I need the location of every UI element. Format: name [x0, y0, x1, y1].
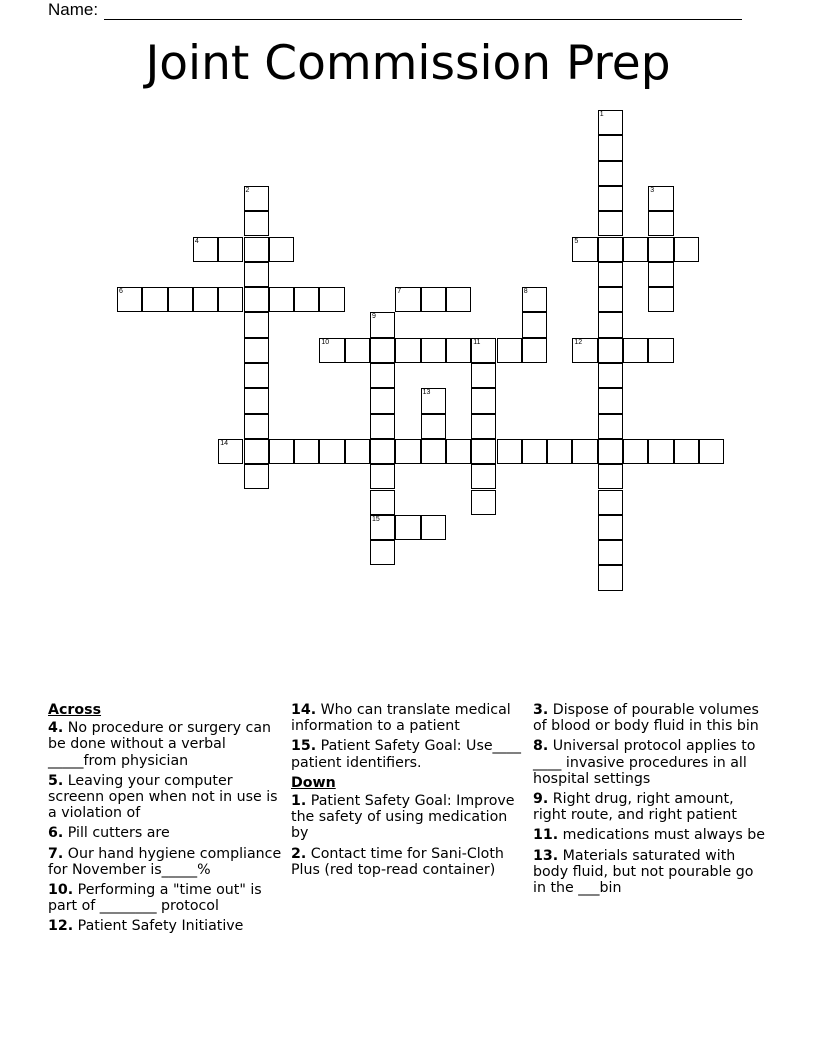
grid-cell[interactable] — [471, 388, 496, 413]
grid-cell[interactable] — [598, 464, 623, 489]
grid-cell[interactable] — [218, 287, 243, 312]
grid-cell[interactable] — [598, 211, 623, 236]
clue-number: 10 — [321, 338, 330, 346]
clue-down-13: 13. Materials saturated with body fluid, but not pourable go in the ___bin — [533, 847, 754, 897]
grid-cell[interactable] — [572, 439, 597, 464]
grid-cell[interactable] — [598, 186, 623, 211]
grid-cell[interactable] — [218, 439, 243, 464]
clue-number: 11 — [473, 338, 481, 346]
clue-number: 5 — [574, 237, 579, 245]
grid-cell[interactable] — [244, 312, 269, 337]
clue-across-15: 15. Patient Safety Goal: Use____ patient identifiers. — [291, 738, 521, 771]
grid-cell[interactable] — [319, 287, 344, 312]
grid-cell[interactable] — [168, 287, 193, 312]
grid-cell[interactable] — [623, 439, 648, 464]
clue-number: 15 — [372, 515, 380, 523]
grid-cell[interactable] — [193, 287, 218, 312]
grid-cell[interactable] — [674, 237, 699, 262]
grid-cell[interactable] — [370, 388, 395, 413]
clues-column-2 — [291, 702, 527, 882]
grid-cell[interactable] — [244, 186, 269, 211]
grid-cell[interactable] — [598, 338, 623, 363]
grid-cell[interactable] — [395, 515, 420, 540]
clue-number: 1 — [599, 111, 604, 118]
clue-down-1: 1. Patient Safety Goal: Improve the safety of using medication by — [291, 793, 515, 842]
grid-cell[interactable] — [648, 287, 673, 312]
grid-cell[interactable] — [522, 439, 547, 464]
grid-cell[interactable] — [345, 439, 370, 464]
grid-cell[interactable] — [294, 287, 319, 312]
clue-across-5: 5. Leaving your computer screenn open when not in use is a violation of — [48, 772, 278, 822]
grid-cell[interactable] — [244, 464, 269, 489]
grid-cell[interactable] — [294, 439, 319, 464]
grid-cell[interactable] — [623, 237, 648, 262]
grid-cell[interactable] — [218, 237, 243, 262]
clue-number: 13 — [422, 389, 431, 397]
grid-cell[interactable] — [648, 338, 673, 363]
clue-down-11: 11. medications must always be — [533, 827, 765, 844]
grid-cell[interactable] — [598, 262, 623, 287]
across-heading: Across — [48, 702, 102, 718]
grid-cell[interactable] — [446, 439, 471, 464]
grid-cell[interactable] — [598, 515, 623, 540]
grid-cell[interactable] — [395, 338, 420, 363]
grid-cell[interactable] — [598, 110, 623, 135]
grid-cell[interactable] — [648, 439, 673, 464]
grid-cell[interactable] — [370, 439, 395, 464]
grid-cell[interactable] — [244, 414, 269, 439]
grid-cell[interactable] — [244, 287, 269, 312]
grid-cell[interactable] — [522, 287, 547, 312]
grid-cell[interactable] — [244, 262, 269, 287]
grid-cell[interactable] — [648, 262, 673, 287]
grid-cell[interactable] — [598, 312, 623, 337]
grid-cell[interactable] — [370, 490, 395, 515]
grid-cell[interactable] — [598, 363, 623, 388]
grid-cell[interactable] — [446, 338, 471, 363]
clue-down-3: 3. Dispose of pourable volumes of blood or body fluid in this bin — [533, 702, 759, 735]
down-heading: Down — [291, 774, 336, 791]
grid-cell[interactable] — [648, 186, 673, 211]
grid-cell[interactable] — [421, 439, 446, 464]
grid-cell[interactable] — [421, 338, 446, 363]
grid-cell[interactable] — [269, 237, 294, 262]
grid-cell[interactable] — [319, 338, 344, 363]
grid-cell[interactable] — [269, 287, 294, 312]
grid-cell[interactable] — [547, 439, 572, 464]
clue-number: 7 — [397, 288, 402, 296]
clue-number: 3 — [650, 186, 655, 194]
clues-column-3 — [533, 702, 769, 900]
clue-across-12: 12. Patient Safety Initiative — [48, 918, 244, 935]
grid-cell[interactable] — [421, 414, 446, 439]
grid-cell[interactable] — [193, 237, 218, 262]
grid-cell[interactable] — [142, 287, 167, 312]
clue-number: 12 — [574, 338, 583, 346]
grid-cell[interactable] — [497, 439, 522, 464]
grid-cell[interactable] — [522, 312, 547, 337]
grid-cell[interactable] — [395, 439, 420, 464]
name-label: Name: — [48, 0, 99, 19]
grid-cell[interactable] — [471, 338, 496, 363]
grid-cell[interactable] — [244, 439, 269, 464]
grid-cell[interactable] — [370, 363, 395, 388]
grid-cell[interactable] — [421, 515, 446, 540]
grid-cell[interactable] — [345, 338, 370, 363]
grid-cell[interactable] — [598, 540, 623, 565]
grid-cell[interactable] — [522, 338, 547, 363]
grid-cell[interactable] — [598, 439, 623, 464]
clue-down-9: 9. Right drug, right amount, right route, and right patient — [533, 791, 737, 824]
grid-cell[interactable] — [269, 439, 294, 464]
clue-number: 9 — [372, 313, 376, 321]
grid-cell[interactable] — [497, 338, 522, 363]
clue-number: 6 — [119, 288, 123, 296]
grid-cell[interactable] — [370, 338, 395, 363]
grid-cell[interactable] — [395, 287, 420, 312]
grid-cell[interactable] — [598, 237, 623, 262]
grid-cell[interactable] — [446, 287, 471, 312]
grid-cell[interactable] — [370, 540, 395, 565]
clue-number: 2 — [245, 186, 250, 194]
grid-cell[interactable] — [421, 287, 446, 312]
grid-cell[interactable] — [244, 338, 269, 363]
clue-across-10: 10. Performing a "time out" is part of ________ protocol — [48, 882, 262, 915]
grid-cell[interactable] — [623, 338, 648, 363]
grid-cell[interactable] — [598, 490, 623, 515]
grid-cell[interactable] — [370, 414, 395, 439]
grid-cell[interactable] — [471, 363, 496, 388]
grid-cell[interactable] — [471, 490, 496, 515]
grid-cell[interactable] — [648, 237, 673, 262]
clue-across-14: 14. Who can translate medical information to a patient — [291, 702, 511, 735]
grid-cell[interactable] — [244, 211, 269, 236]
clue-across-4: 4. No procedure or surgery can be done without a verbal _____from physician — [48, 720, 272, 769]
grid-cell[interactable] — [699, 439, 724, 464]
clue-down-2: 2. Contact time for Sani-Cloth Plus (red top-read container) — [291, 845, 504, 878]
grid-cell[interactable] — [244, 363, 269, 388]
clue-across-6: 6. Pill cutters are — [48, 825, 170, 842]
grid-cell[interactable] — [370, 515, 395, 540]
page-title: Joint Commission Prep — [145, 36, 671, 91]
clue-down-8: 8. Universal protocol applies to ____ invasive procedures in all hospital settings — [533, 738, 756, 787]
clue-number: 14 — [220, 439, 228, 447]
grid-cell[interactable] — [598, 287, 623, 312]
grid-cell[interactable] — [117, 287, 142, 312]
clue-across-7: 7. Our hand hygiene compliance for November is_____% — [48, 845, 282, 878]
grid-cell[interactable] — [421, 388, 446, 413]
grid-cell[interactable] — [319, 439, 344, 464]
grid-cell[interactable] — [598, 414, 623, 439]
grid-cell[interactable] — [572, 237, 597, 262]
grid-cell[interactable] — [648, 211, 673, 236]
grid-cell[interactable] — [674, 439, 699, 464]
grid-cell[interactable] — [471, 439, 496, 464]
clues-column-1 — [48, 702, 284, 939]
grid-cell[interactable] — [598, 161, 623, 186]
grid-cell[interactable] — [370, 464, 395, 489]
grid-cell[interactable] — [471, 414, 496, 439]
grid-cell[interactable] — [244, 237, 269, 262]
clue-number: 4 — [194, 237, 199, 245]
grid-cell[interactable] — [572, 338, 597, 363]
grid-cell[interactable] — [370, 312, 395, 337]
grid-cell[interactable] — [598, 565, 623, 590]
grid-cell[interactable] — [244, 388, 269, 413]
grid-cell[interactable] — [598, 135, 623, 160]
grid-cell[interactable] — [598, 388, 623, 413]
grid-cell[interactable] — [471, 464, 496, 489]
clue-number: 8 — [523, 288, 528, 296]
